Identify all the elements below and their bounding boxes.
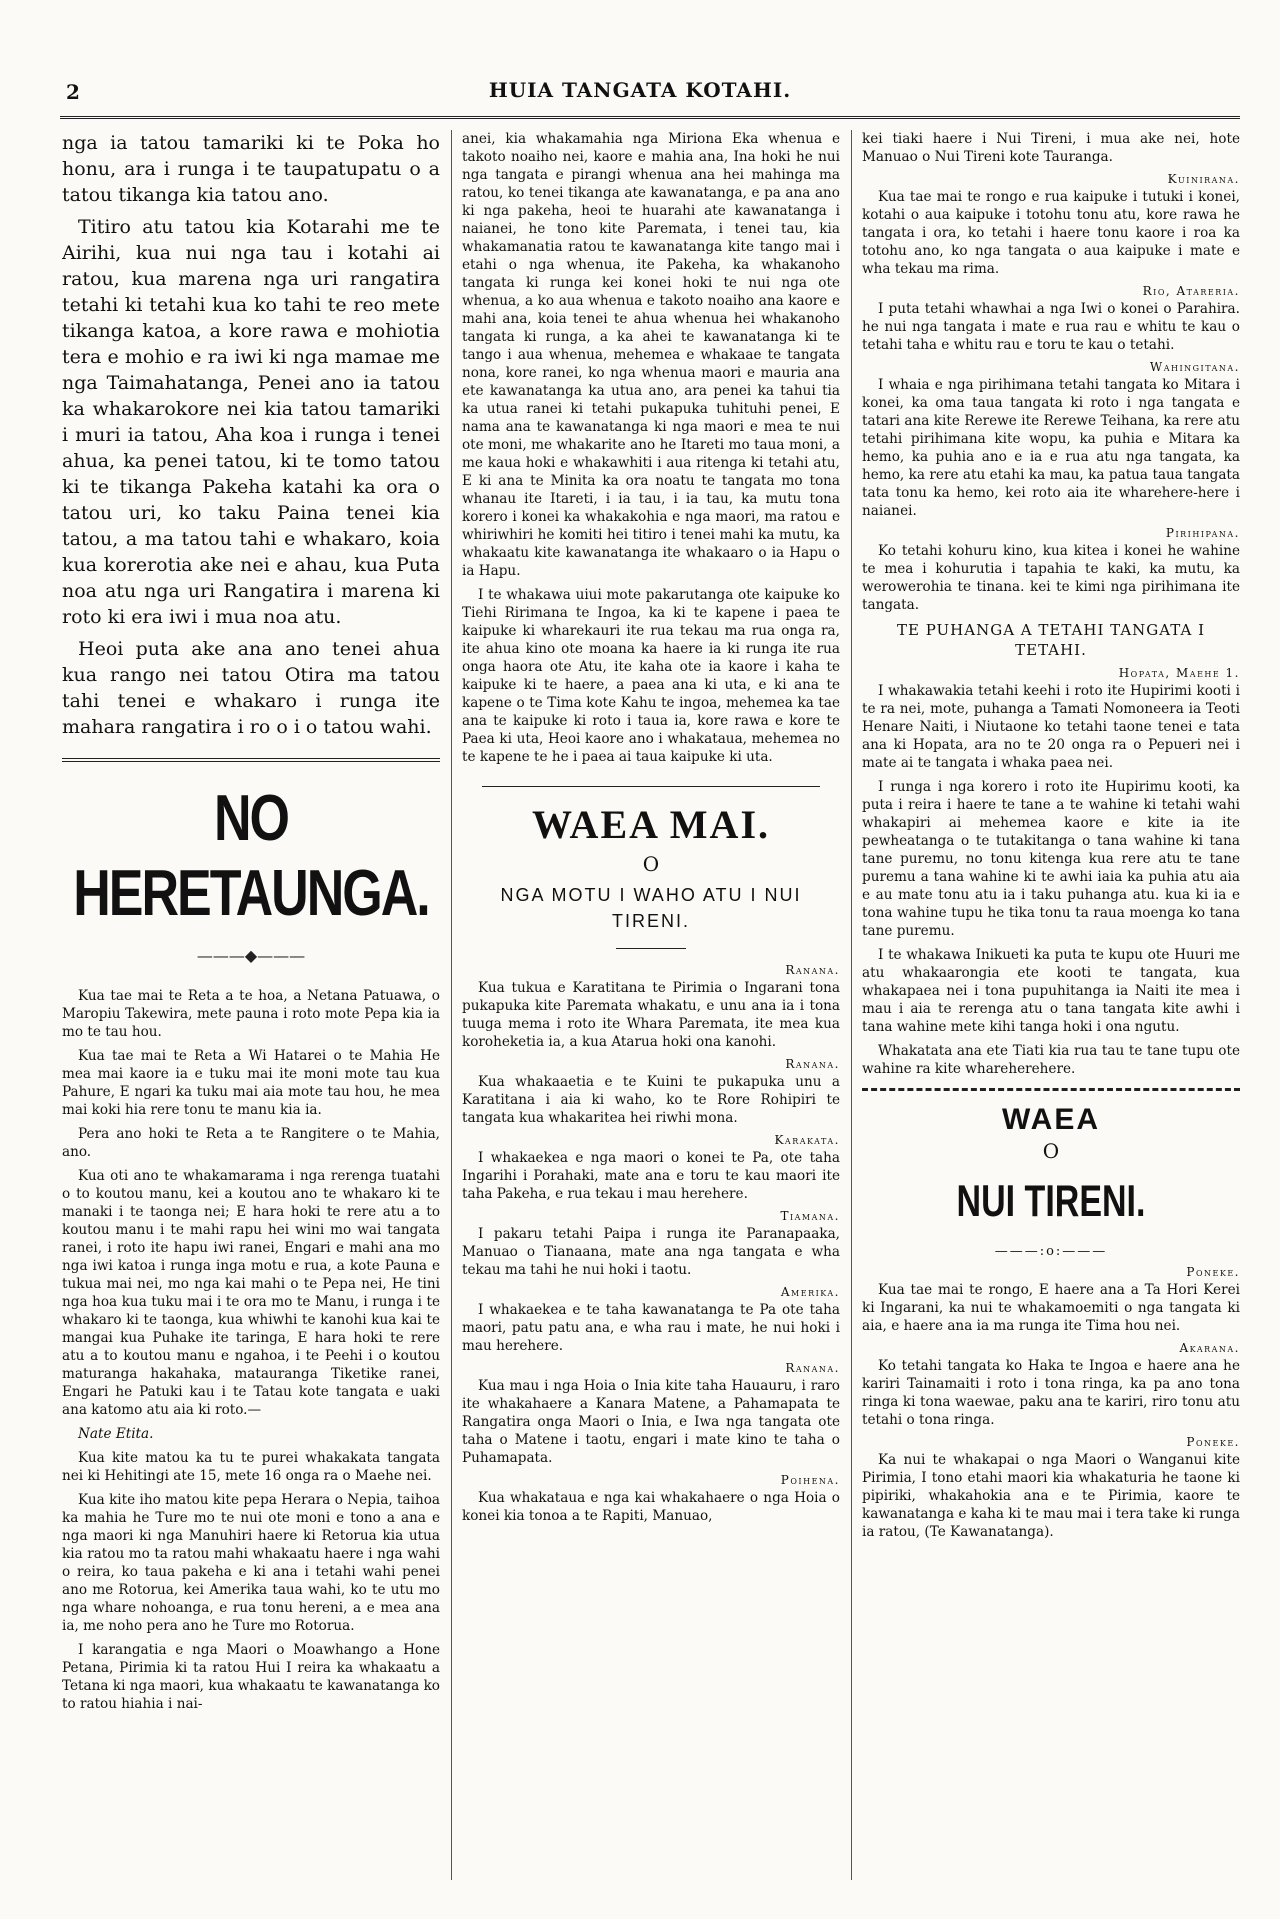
- section-subheading: TE PUHANGA A TETAHI TANGATA I TETAHI.: [896, 621, 1205, 659]
- paragraph: Ko tetahi tangata ko Haka te Ingoa e haere ana he kariri Tainamaiti i roto i tona ringa, ka pa ano tona ringa ki tona waewae, paku ana te kariri, riro tonu atu tetahi o tona ringa.: [862, 1358, 1240, 1428]
- heretaunga-news: [62, 987, 440, 1713]
- column-divider: [851, 130, 852, 1880]
- paragraph: Ko tetahi kohuru kino, kua kitea i konei he wahine te mea i kohurutia i tapahia te kaki, ka mutu, ka werowerohia te tinana. kei te kimi nga pirihimana ite tangata.: [862, 543, 1240, 613]
- overseas-news: [462, 963, 840, 1525]
- continued-text: [462, 130, 840, 766]
- paragraph: Whakatata ana ete Tiati kia rua tau te tane tupu ote wahine ra kite whareherehere.: [862, 1043, 1240, 1077]
- column-divider: [451, 130, 452, 1880]
- section-rule: [62, 758, 440, 762]
- paragraph: Kua tae mai te rongo e rua kaipuke i tutuki i konei, kotahi o aua kaipuke i totohu tonu atu, kore rawa he tangata i ora, ko tetahi i haere tonu kaore i roa ka totohu ano, ko nga tangata o aua kaipuke i mate e wha tekau ma rima.: [862, 189, 1240, 277]
- dateline: Kuinirana.: [1167, 172, 1240, 186]
- dateline: Wahingitana.: [1149, 360, 1240, 374]
- paragraph: I te whakawa uiui mote pakarutanga ote kaipuke ko Tiehi Ririmana te Ingoa, ka ki te kapene i paea te kaipuke ki wharekauri ite rua tekau ma rua onga ra, ite ahua kino ote moana ka haere ia ki runga ite rua onga haora ote Atu, ite kaha ote ia kaore i kaha te kaipuke ki te haere, a paea ana ki uta, e ki ana te kapene o te Tima kote Kahu te ingoa, mehemea ka tae ana te kaipuke ki roto i taua ia, kore rawa e kore te Paea ki uta, Heoi kaore ano i whakataua, mehemea no te kapene te he i paea ai taua kaipuke ki uta.: [462, 587, 840, 765]
- paragraph: Kua whakataua e nga kai whakahaere o nga Hoia o konei kia tonoa a te Rapiti, Manuao,: [462, 1490, 840, 1524]
- separator: ———:o:———: [994, 1244, 1108, 1259]
- paragraph: Pera ano hoki te Reta a te Rangitere o te Mahia, ano.: [62, 1126, 440, 1160]
- dateline: Pirihipana.: [1165, 526, 1240, 540]
- section-heading-waea: WAEA: [1002, 1103, 1100, 1136]
- paragraph: I te whakawa Inikueti ka puta te kupu ote Huuri me atu whakaarongia ete kooti te tangata, kua whakapaea nei i tona pupuhitanga ia Naiti ite mea i mau i aia te rerenga atu o tana tangata kite awhi i tana wahine mete kihi tanga hoki i ona ngutu.: [862, 947, 1240, 1035]
- paragraph: I whakaekea e nga maori o konei te Pa, ote taha Ingarihi i Porahaki, mate ana e toru te kau maori ite taha Pakeha, e rua tekau i mau herehere.: [462, 1150, 840, 1202]
- section-rule: [862, 1088, 1240, 1091]
- dateline: Ranana.: [785, 1361, 840, 1375]
- paragraph: I puta tetahi whawhai a nga Iwi o konei o Parahira. he nui nga tangata i mate e rua rau e whitu te kau o tetahi taha e whitu rau e toru te kau o tetahi.: [862, 301, 1240, 353]
- page-number: 2: [66, 80, 80, 104]
- local-news: [862, 1265, 1240, 1541]
- section-heading-waea-mai: WAEA MAI.: [531, 802, 771, 847]
- paragraph: I whakaekea e te taha kawanatanga te Pa ote taha maori, patu patu ana, e wha rau i mate, he nui hoki i mau herehere.: [462, 1302, 840, 1354]
- dateline: Ranana.: [785, 963, 840, 977]
- paragraph: Kua mau i nga Hoia o Inia kite taha Hauauru, i raro ite whakahaere a Kanara Matene, a Pahamapata te Rangatira onga Maori o Inia, e Iwa nga tangata ote taha o Matene i taotu, engari i mate kino te taha o Puhamapata.: [462, 1378, 840, 1466]
- paragraph: I karangatia e nga Maori o Moawhango a Hone Petana, Pirimia ki ta ratou Hui I reira ka whakaatu a Tetana ki nga maori, kua whakaatu te kawanatanga ko to ratou hiahia i nai-: [62, 1642, 440, 1712]
- paragraph: Kua tae mai te rongo, E haere ana a Ta Hori Kerei ki Ingarani, ka nui te whakamoemiti o nga tangata ki aia, e haere ana ia ma runga ite Tima hou nei.: [862, 1282, 1240, 1334]
- paragraph: Kua kite matou ka tu te purei whakakata tangata nei ki Hehitingi ate 15, mete 16 onga ra o Maehe nei.: [62, 1450, 440, 1484]
- dateline: Hopata, Maehe 1.: [1118, 666, 1240, 680]
- dateline: Akarana.: [1179, 1341, 1240, 1355]
- paragraph: I whaia e nga pirihimana tetahi tangata ko Mitara i konei, ka oma taua tangata ki roto i nga tangata e tatari ana kite Rerewe ite Rerewe Teihana, ka rere atu tetahi pirihimana kite wopu, ka puhia e Mitara ka hemo, ka puhia ano e ia e rua atu nga tangata, ka hemo, ka rere atu etahi ka mau, ka patua taua tangata tata tonu ka hemo, kei roto aia ite wharehere-here i naianei.: [862, 377, 1240, 519]
- paragraph: I whakawakia tetahi keehi i roto ite Hupirimi kooti i te ra nei, mote, puhanga a Tamati Nomoneera ia Teoti Henare Naiti, i Niutaone ko tetahi taone tenei e tata ana ki Hopata, ara no te 20 onga ra o Pepueri nei i mate ai te tangata i whaka paea nei.: [862, 683, 1240, 771]
- paragraph: Kua tukua e Karatitana te Pirimia o Ingarani tona pukapuka kite Paremata whakatu, e unu ana ia i tona tuuga mema i roto ite Whara Paremata, ite mea kua koroheketia ia, a kua Atarua hoki ona kanohi.: [462, 980, 840, 1050]
- column-1: [62, 130, 440, 1719]
- dateline: Poneke.: [1186, 1435, 1240, 1449]
- heading-connector: O: [1042, 1139, 1060, 1163]
- paragraph: Kua whakaaetia e te Kuini te pukapuka unu a Karatitana i aia ki waho, ko te Rore Rohipiri te tangata kua whakaritea hei riwhi mona.: [462, 1074, 840, 1126]
- section-rule: [482, 786, 820, 787]
- column-3: [862, 130, 1240, 1547]
- paragraph: Kua tae mai te Reta a Wi Hatarei o te Mahia He mea mai kaore ia e tuku mai ite moni mote tau kua Pahure, E ngari ka tuku mai aia mote tau hou, he mea mai koki hia rere tonu te manu kia ia.: [62, 1048, 440, 1118]
- paragraph: Titiro atu tatou kia Kotarahi me te Airihi, kua nui nga tau i kotahi ai ratou, kua marena nga uri rangatira tetahi ki tetahi kua ko tahi te reo mete tikanga katoa, a kore rawa e mohiotia tera e mohio e ra iwi ki nga mamae me nga Taimahatanga, Penei ano ia tatou ka whakarokore nei kia tatou tamariki i muri ia tatou, Aha koa i runga i tenei ahua, ka penei tatou, ki te tomo tatou ki te tikanga Pakeha katahi ka ora o tatou uri, ko taku Paina tenei kia tatou, a ma tatou tahi e whakaro, koia kua korerotia ake nei e ahau, kua Puta noa atu nga uri Rangatira i marena ki roto ki era iwi i mua noa atu.: [62, 216, 440, 628]
- overseas-news-continued: [862, 130, 1240, 1078]
- ornament-divider: ———◆———: [196, 946, 306, 965]
- dateline: Poneke.: [1186, 1265, 1240, 1279]
- paragraph: I runga i nga korero i roto ite Hupirimu kooti, ka puta i reira i haere te tane a te wahine ki tetahi wahi whakapiri ai mehemea kaore e kite ia ite pewheatanga o te tutakitanga o tana wahine ki tana tane puremu, no tonu kitenga kua rere atu te tane puremu a tana wahine ki te awhi iaia ka puhia atu aia e au mate tonu atu ia i taku puhanga atu. kua ki ia e tona wahine tupu he tika tonu ta raua moenga ko tana tane puremu.: [862, 779, 1240, 939]
- dateline: Tiamana.: [780, 1209, 840, 1223]
- paragraph: nga ia tatou tamariki ki te Poka ho honu, ara i runga i te taupatupatu o a tatou tikanga kia tatou ano.: [62, 132, 440, 206]
- dateline: Rio, Atareria.: [1142, 284, 1240, 298]
- page-header: [40, 78, 1240, 114]
- column-2: [462, 130, 840, 1531]
- paragraph: anei, kia whakamahia nga Miriona Eka whenua e takoto noaiho nei, kaore e mahia ana, Ina hoki he nui nga tangata e pirangi whenua ana hei mahinga ma ratou, ko tenei tikanga ate kawanatanga, e pa ana ano ki nga pakeha, heoi te huarahi ate kawanatanga i naianei, he tono kite Paremata, i tenei tau, kia whakamanatia ratou te kawanatanga kite tango mai i etahi o nga whenua, ite Pakeha, ka whakanoho tangata ki runga kei konei hoki te nui nga ote whenua, a ko aua whenua e takoto noaiho ana kaore e mahi ana, koia tenei te ahua whenua hei whakanoho tangata ki runga, a ka ahei te kawanatanga ki te tango i aua whenua, mehemea e whakaae te tangata nona, kore ranei, ko nga whenua maori e mauria ana ete kawanatanga ka utua ano, ara penei ka tahui tia ka utua ranei ki tetahi pukapuka tuhituhi penei, E nama ana te kawanatanga ki nga maori e mea te nui ote moni, me whakarite ano he Itareti mo taua moni, a me kaua hoki e whakawhiti i aua ritenga ki tetahi atu, E ki ana te Minita ka ora noatu te tangata mo tona whanau ite Itareti, i ia tau, i ia tau, ka mutu tona korero i konei ka whakakohia e nga maori, ma ratou e whiriwhiri he komiti hei titiro i tenei mahi ka mutu, ka whakaatu kite kawanatanga ite whakaaro o ia Hapu o ia Hapu.: [462, 131, 840, 579]
- dateline: Ranana.: [785, 1057, 840, 1071]
- editor-signature: Nate Etita.: [78, 1426, 154, 1442]
- paragraph: Kua kite iho matou kite pepa Herara o Nepia, taihoa ka mahia he Ture mo te nui ote moni e tono a ana e nga maori ki nga Manuhiri haere ki Retorua kia utua kia ratou mo ta ratou mahi whakaatu haere i nga wahi o reira, ko taua pakeha e ki ana i tetahi wahi penei ano me Rotorua, kei Amerika taua wahi, ko te utu mo nga whare nohoanga, e rua tonu hereni, a e mea ana ia, me noho pera ano he Ture mo Rotorua.: [62, 1492, 440, 1634]
- section-subheading: NGA MOTU I WAHO ATU I NUI TIRENI.: [500, 885, 802, 931]
- dateline: Karakata.: [774, 1133, 840, 1147]
- newspaper-title: HUIA TANGATA KOTAHI.: [488, 78, 792, 102]
- paragraph: Kua tae mai te Reta a te hoa, a Netana Patuawa, o Maropiu Takewira, mete pauna i roto mote Pepa kia ia mo te tau hou.: [62, 988, 440, 1040]
- section-heading-heretaunga: NO HERETAUNGA.: [73, 782, 429, 930]
- paragraph: Heoi puta ake ana ano tenei ahua kua rango nei tatou Otira ma tatou tahi tenei e whakaro i runga ite mahara rangatira i ro o i o tatou wahi.: [62, 638, 440, 738]
- editorial-text: [62, 130, 440, 740]
- paragraph: Ka nui te whakapai o nga Maori o Wanganui kite Pirimia, I tono etahi maori kia whakaturia he taone ki pipiriki, whakahokia ana e te Pirimia, kaore te kawanatanga e kaha ki te mau mai i tera take ki runga ia ratou, (Te Kawanatanga).: [862, 1452, 1240, 1540]
- dateline: Poihena.: [780, 1473, 840, 1487]
- paragraph: Kua oti ano te whakamarama i nga rerenga tuatahi o to koutou manu, kei a koutou ano te whakaro ki te manaki i te taonga nei; E hara hoki te rere atu a to koutou manu i te mahi rapu hei wini mo wai tangata ranei, i roto ite hapu iwi ranei, Engari e mahi ana mo nga iwi katoa i runga inga motu e rua, a kote Pauna e tukua mai nei, mo nga kai mahi o te Pepa nei, He tini nga hoa kua tuku mai i te ora mo te Manu, i runga i te whakaro ki te taonga, kua whiwhi te kanohi kua kai te mangai kua Puhake ite taringa, E hara hoki te rere atu a to koutou manu e ngahoa, i te Peehi i o koutou maturanga hakahaka, matauranga Tiketike ranei, Engari he Patuki kau i te Tatau kote tangata e uaki ana katomo atu aia ki roto.—: [62, 1168, 440, 1418]
- dateline: Amerika.: [780, 1285, 840, 1299]
- heading-connector: O: [642, 852, 660, 876]
- paragraph: I pakaru tetahi Paipa i runga ite Paranapaaka, Manuao o Tianaana, mate ana nga tangata e wha tekau ma tahi he nui hoki i taotu.: [462, 1226, 840, 1278]
- paragraph: kei tiaki haere i Nui Tireni, i mua ake nei, hote Manuao o Nui Tireni kote Tauranga.: [862, 131, 1240, 165]
- header-rule: [60, 116, 1240, 119]
- section-heading-nui-tireni: NUI TIRENI.: [956, 1177, 1146, 1227]
- short-rule: [616, 948, 686, 949]
